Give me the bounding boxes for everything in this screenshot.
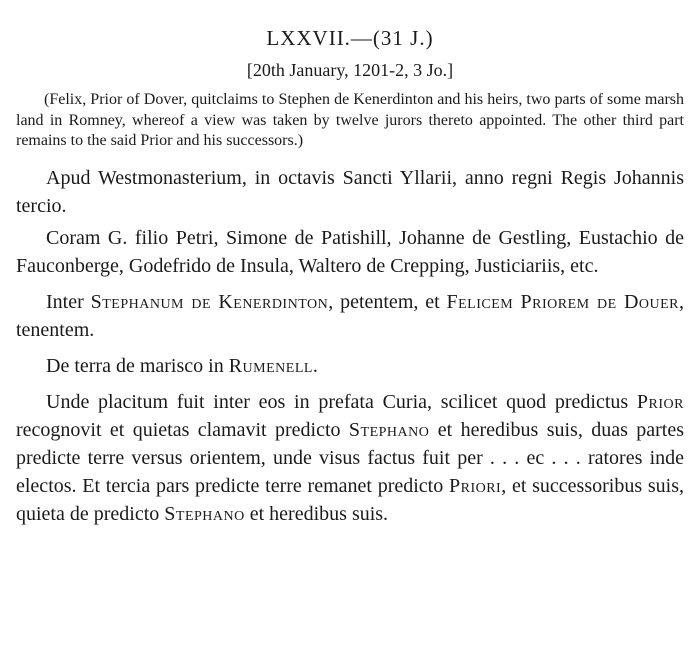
plea-text-1: Unde placitum fuit inter eos in prefata Curia, scilicet quod predictus (46, 390, 637, 413)
subject-text-2: . (312, 354, 318, 377)
entry-summary: (Felix, Prior of Dover, quitclaims to Stephen de Kenerdinton and his heirs, two parts of some marsh land in Romney, whereof a view was taken by twelve jurors thereto appointed. The other third part remains to the said Prior and his successors.) (16, 91, 684, 149)
paragraph-subject (16, 352, 684, 380)
petitioner-name: Stephanum de Kenerdinton (90, 290, 329, 313)
tenant-name: Felicem Priorem de Douer (446, 290, 680, 313)
stephen-name-2: Stephano (164, 502, 245, 525)
subject-text-1: De terra de marisco in (46, 354, 229, 377)
parties-text-1: Inter (46, 290, 91, 313)
paragraph-justices: Coram G. filio Petri, Simone de Patishill, Johanne de Gestling, Eustachio de Fauconberge, Godefrido de Insula, Waltero de Crepping, Justiciariis, etc. (16, 226, 684, 277)
parties-text-3: , tenentem. (16, 290, 685, 341)
document-page (16, 26, 684, 536)
plea-text-2: recognovit et quietas clamavit predicto (16, 418, 349, 441)
prior-name-2: Priori (448, 474, 502, 497)
stephen-name-1: Stephano (348, 418, 430, 441)
paragraph-plea (16, 388, 684, 528)
paragraph-place: Apud Westmonasterium, in octavis Sancti Yllarii, anno regni Regis Johannis tercio. (16, 166, 684, 217)
parties-text-2: , petentem, et (328, 290, 447, 313)
plea-text-4: , et successoribus suis, quieta de predicto (16, 474, 684, 525)
paragraph-parties (16, 288, 684, 344)
plea-text-3: et heredibus suis, duas partes predicte terre versus orientem, unde visus factus fuit per . . . ec . . . ratores inde electos. Et tercia pars predicte terre remanet predicto (16, 418, 684, 497)
prior-name-1: Prior (636, 390, 684, 413)
entry-heading: LXXVII.—(31 J.) (266, 26, 434, 50)
plea-text-5: et heredibus suis. (244, 502, 389, 525)
place-name: Rumenell (228, 354, 313, 377)
entry-date: [20th January, 1201-2, 3 Jo.] (246, 60, 454, 80)
